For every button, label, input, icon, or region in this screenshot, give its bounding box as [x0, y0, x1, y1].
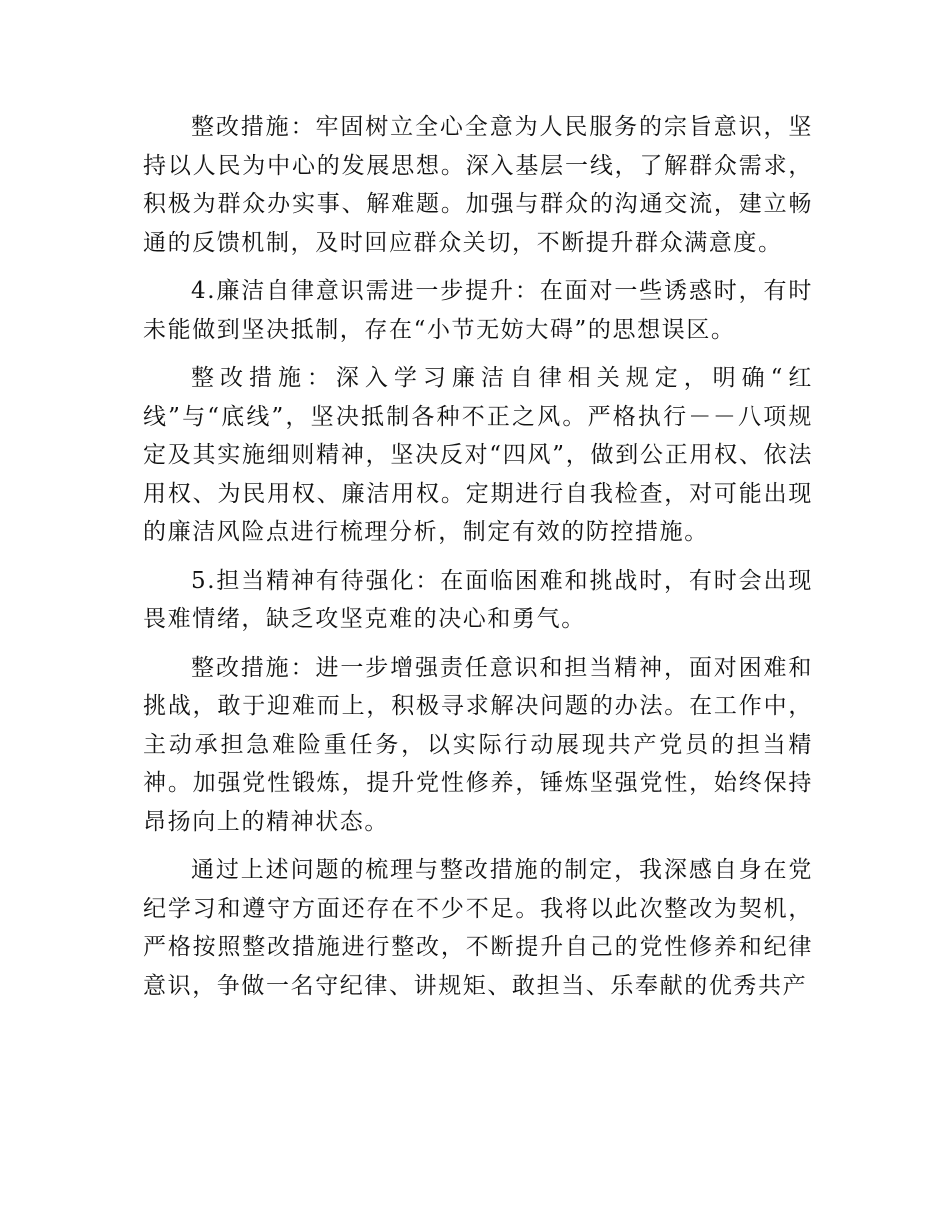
paragraph-rectification-service: 整改措施：牢固树立全心全意为人民服务的宗旨意识，坚持以人民为中心的发展思想。深入基层一线，了解群众需求，积极为群众办实事、解难题。加强与群众的沟通交流，建立畅通的反馈机制，及时回应群众关切，不断提升群众满意度。 [143, 114, 813, 256]
paragraph-issue-4-integrity: 4.廉洁自律意识需进一步提升：在面对一些诱惑时，有时未能做到坚决抵制，存在“小节无妨大碍”的思想误区。 [143, 278, 813, 343]
paragraph-conclusion: 通过上述问题的梳理与整改措施的制定，我深感自身在党纪学习和遵守方面还存在不少不足。我将以此次整改为契机，严格按照整改措施进行整改，不断提升自己的党性修养和纪律意识，争做一名守纪律、讲规矩、敢担当、乐奉献的优秀共产 [143, 857, 813, 999]
document-body [143, 108, 813, 1015]
paragraph-rectification-responsibility: 整改措施：进一步增强责任意识和担当精神，面对困难和挑战，敢于迎难而上，积极寻求解决问题的办法。在工作中，主动承担急难险重任务，以实际行动展现共产党员的担当精神。加强党性锻炼，提升党性修养，锤炼坚强党性，始终保持昂扬向上的精神状态。 [143, 654, 813, 835]
paragraph-rectification-integrity: 整改措施：深入学习廉洁自律相关规定，明确“红线”与“底线”，坚决抵制各种不正之风。严格执行－－八项规定及其实施细则精神，坚决反对“四风”，做到公正用权、依法用权、为民用权、廉洁用权。定期进行自我检查，对可能出现的廉洁风险点进行梳理分析，制定有效的防控措施。 [143, 365, 813, 545]
paragraph-issue-5-responsibility: 5.担当精神有待强化：在面临困难和挑战时，有时会出现畏难情绪，缺乏攻坚克难的决心和勇气。 [143, 567, 813, 632]
